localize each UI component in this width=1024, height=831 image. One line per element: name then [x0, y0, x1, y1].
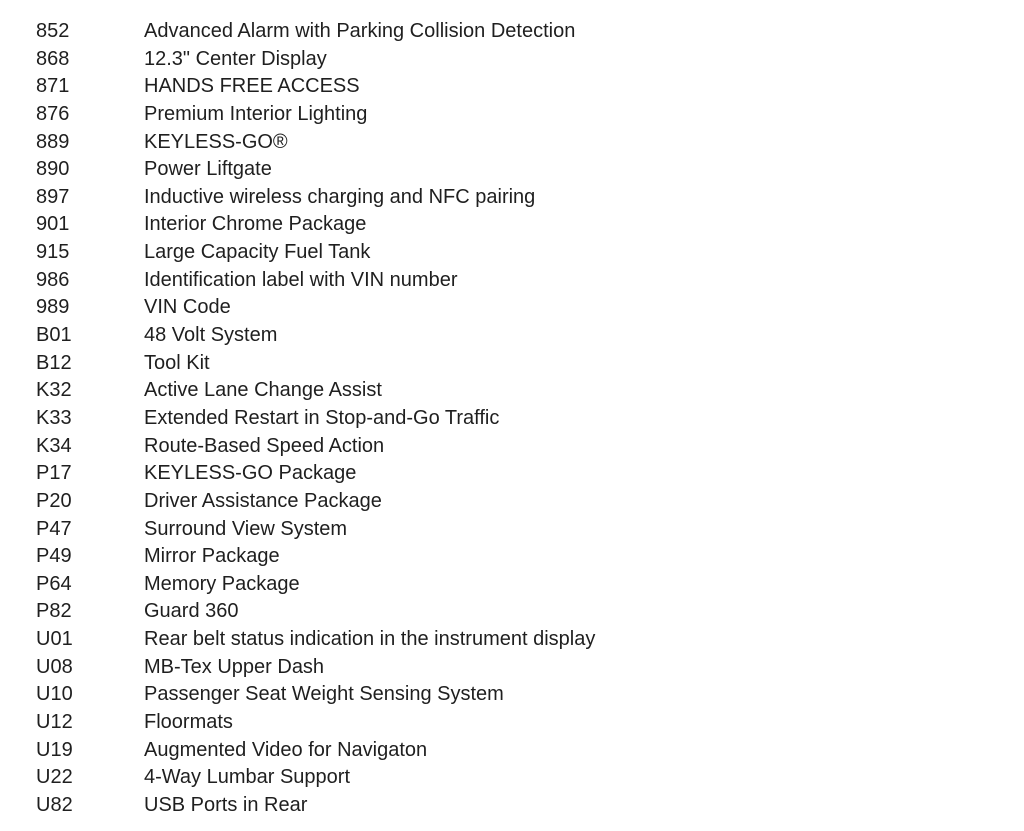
option-code: 868 — [36, 47, 70, 70]
option-description: Route-Based Speed Action — [144, 434, 385, 457]
option-row — [0, 709, 1024, 737]
option-row — [0, 488, 1024, 516]
option-row — [0, 405, 1024, 433]
option-description: Augmented Video for Navigaton — [144, 738, 428, 761]
option-row — [0, 460, 1024, 488]
option-row — [0, 764, 1024, 792]
option-code: P47 — [36, 517, 72, 540]
option-code: P20 — [36, 489, 72, 512]
option-row — [0, 73, 1024, 101]
option-description: KEYLESS-GO Package — [144, 462, 357, 485]
option-code: K32 — [36, 379, 72, 402]
option-row — [0, 516, 1024, 544]
option-row — [0, 681, 1024, 709]
option-description: Extended Restart in Stop-and-Go Traffic — [144, 406, 500, 429]
option-row — [0, 571, 1024, 599]
option-description: Driver Assistance Package — [144, 489, 382, 512]
option-description: Surround View System — [144, 517, 348, 540]
option-row — [0, 267, 1024, 295]
option-row — [0, 433, 1024, 461]
option-code: 890 — [36, 158, 70, 181]
option-code: 901 — [36, 213, 70, 236]
option-code: B01 — [36, 324, 72, 347]
option-row — [0, 322, 1024, 350]
option-row — [0, 129, 1024, 157]
option-description: Tool Kit — [144, 351, 210, 374]
option-description: Premium Interior Lighting — [144, 102, 368, 125]
option-code: P17 — [36, 462, 72, 485]
option-row — [0, 792, 1024, 820]
option-code: 889 — [36, 130, 70, 153]
option-row — [0, 156, 1024, 184]
option-code: 915 — [36, 241, 70, 264]
option-description: Floormats — [144, 711, 233, 734]
option-row — [0, 239, 1024, 267]
option-code: U08 — [36, 655, 73, 678]
option-row — [0, 350, 1024, 378]
option-row — [0, 598, 1024, 626]
option-code: P82 — [36, 600, 72, 623]
option-description: Large Capacity Fuel Tank — [144, 241, 371, 264]
option-code: 876 — [36, 102, 70, 125]
option-description: 4-Way Lumbar Support — [144, 766, 351, 789]
option-description: Active Lane Change Assist — [144, 379, 382, 402]
option-row — [0, 626, 1024, 654]
option-code: B12 — [36, 351, 72, 374]
option-code: P49 — [36, 545, 72, 568]
option-code: 986 — [36, 268, 70, 291]
option-row — [0, 184, 1024, 212]
option-description: USB Ports in Rear — [144, 793, 308, 816]
option-description: HANDS FREE ACCESS — [144, 75, 360, 98]
option-description: 48 Volt System — [144, 324, 278, 347]
option-code: U22 — [36, 766, 73, 789]
option-code: 989 — [36, 296, 70, 319]
option-description: 12.3" Center Display — [144, 47, 327, 70]
option-description: Power Liftgate — [144, 158, 272, 181]
option-code: U01 — [36, 628, 73, 651]
option-description: MB-Tex Upper Dash — [144, 655, 325, 678]
option-description: Identification label with VIN number — [144, 268, 458, 291]
option-row — [0, 18, 1024, 46]
option-code: U10 — [36, 683, 73, 706]
option-row — [0, 543, 1024, 571]
option-description: VIN Code — [144, 296, 231, 319]
option-row — [0, 46, 1024, 74]
option-description: Advanced Alarm with Parking Collision Detection — [144, 20, 576, 42]
option-code: 897 — [36, 185, 70, 208]
option-description: Guard 360 — [144, 600, 239, 623]
option-description: Interior Chrome Package — [144, 213, 367, 236]
option-code: P64 — [36, 572, 72, 595]
option-description: KEYLESS-GO® — [144, 130, 288, 153]
option-row — [0, 654, 1024, 682]
option-description: Inductive wireless charging and NFC pairing — [144, 185, 536, 208]
option-code: 852 — [36, 20, 70, 42]
option-row — [0, 737, 1024, 765]
option-code: K33 — [36, 406, 72, 429]
option-code: U12 — [36, 711, 73, 734]
option-description: Mirror Package — [144, 545, 280, 568]
option-row — [0, 211, 1024, 239]
option-code: U82 — [36, 793, 73, 816]
option-code: 871 — [36, 75, 70, 98]
option-row — [0, 294, 1024, 322]
option-description: Memory Package — [144, 572, 300, 595]
option-code: K34 — [36, 434, 72, 457]
option-description: Passenger Seat Weight Sensing System — [144, 683, 504, 706]
option-row — [0, 101, 1024, 129]
option-code: U19 — [36, 738, 73, 761]
option-row — [0, 377, 1024, 405]
option-description: Rear belt status indication in the instrument display — [144, 628, 596, 651]
